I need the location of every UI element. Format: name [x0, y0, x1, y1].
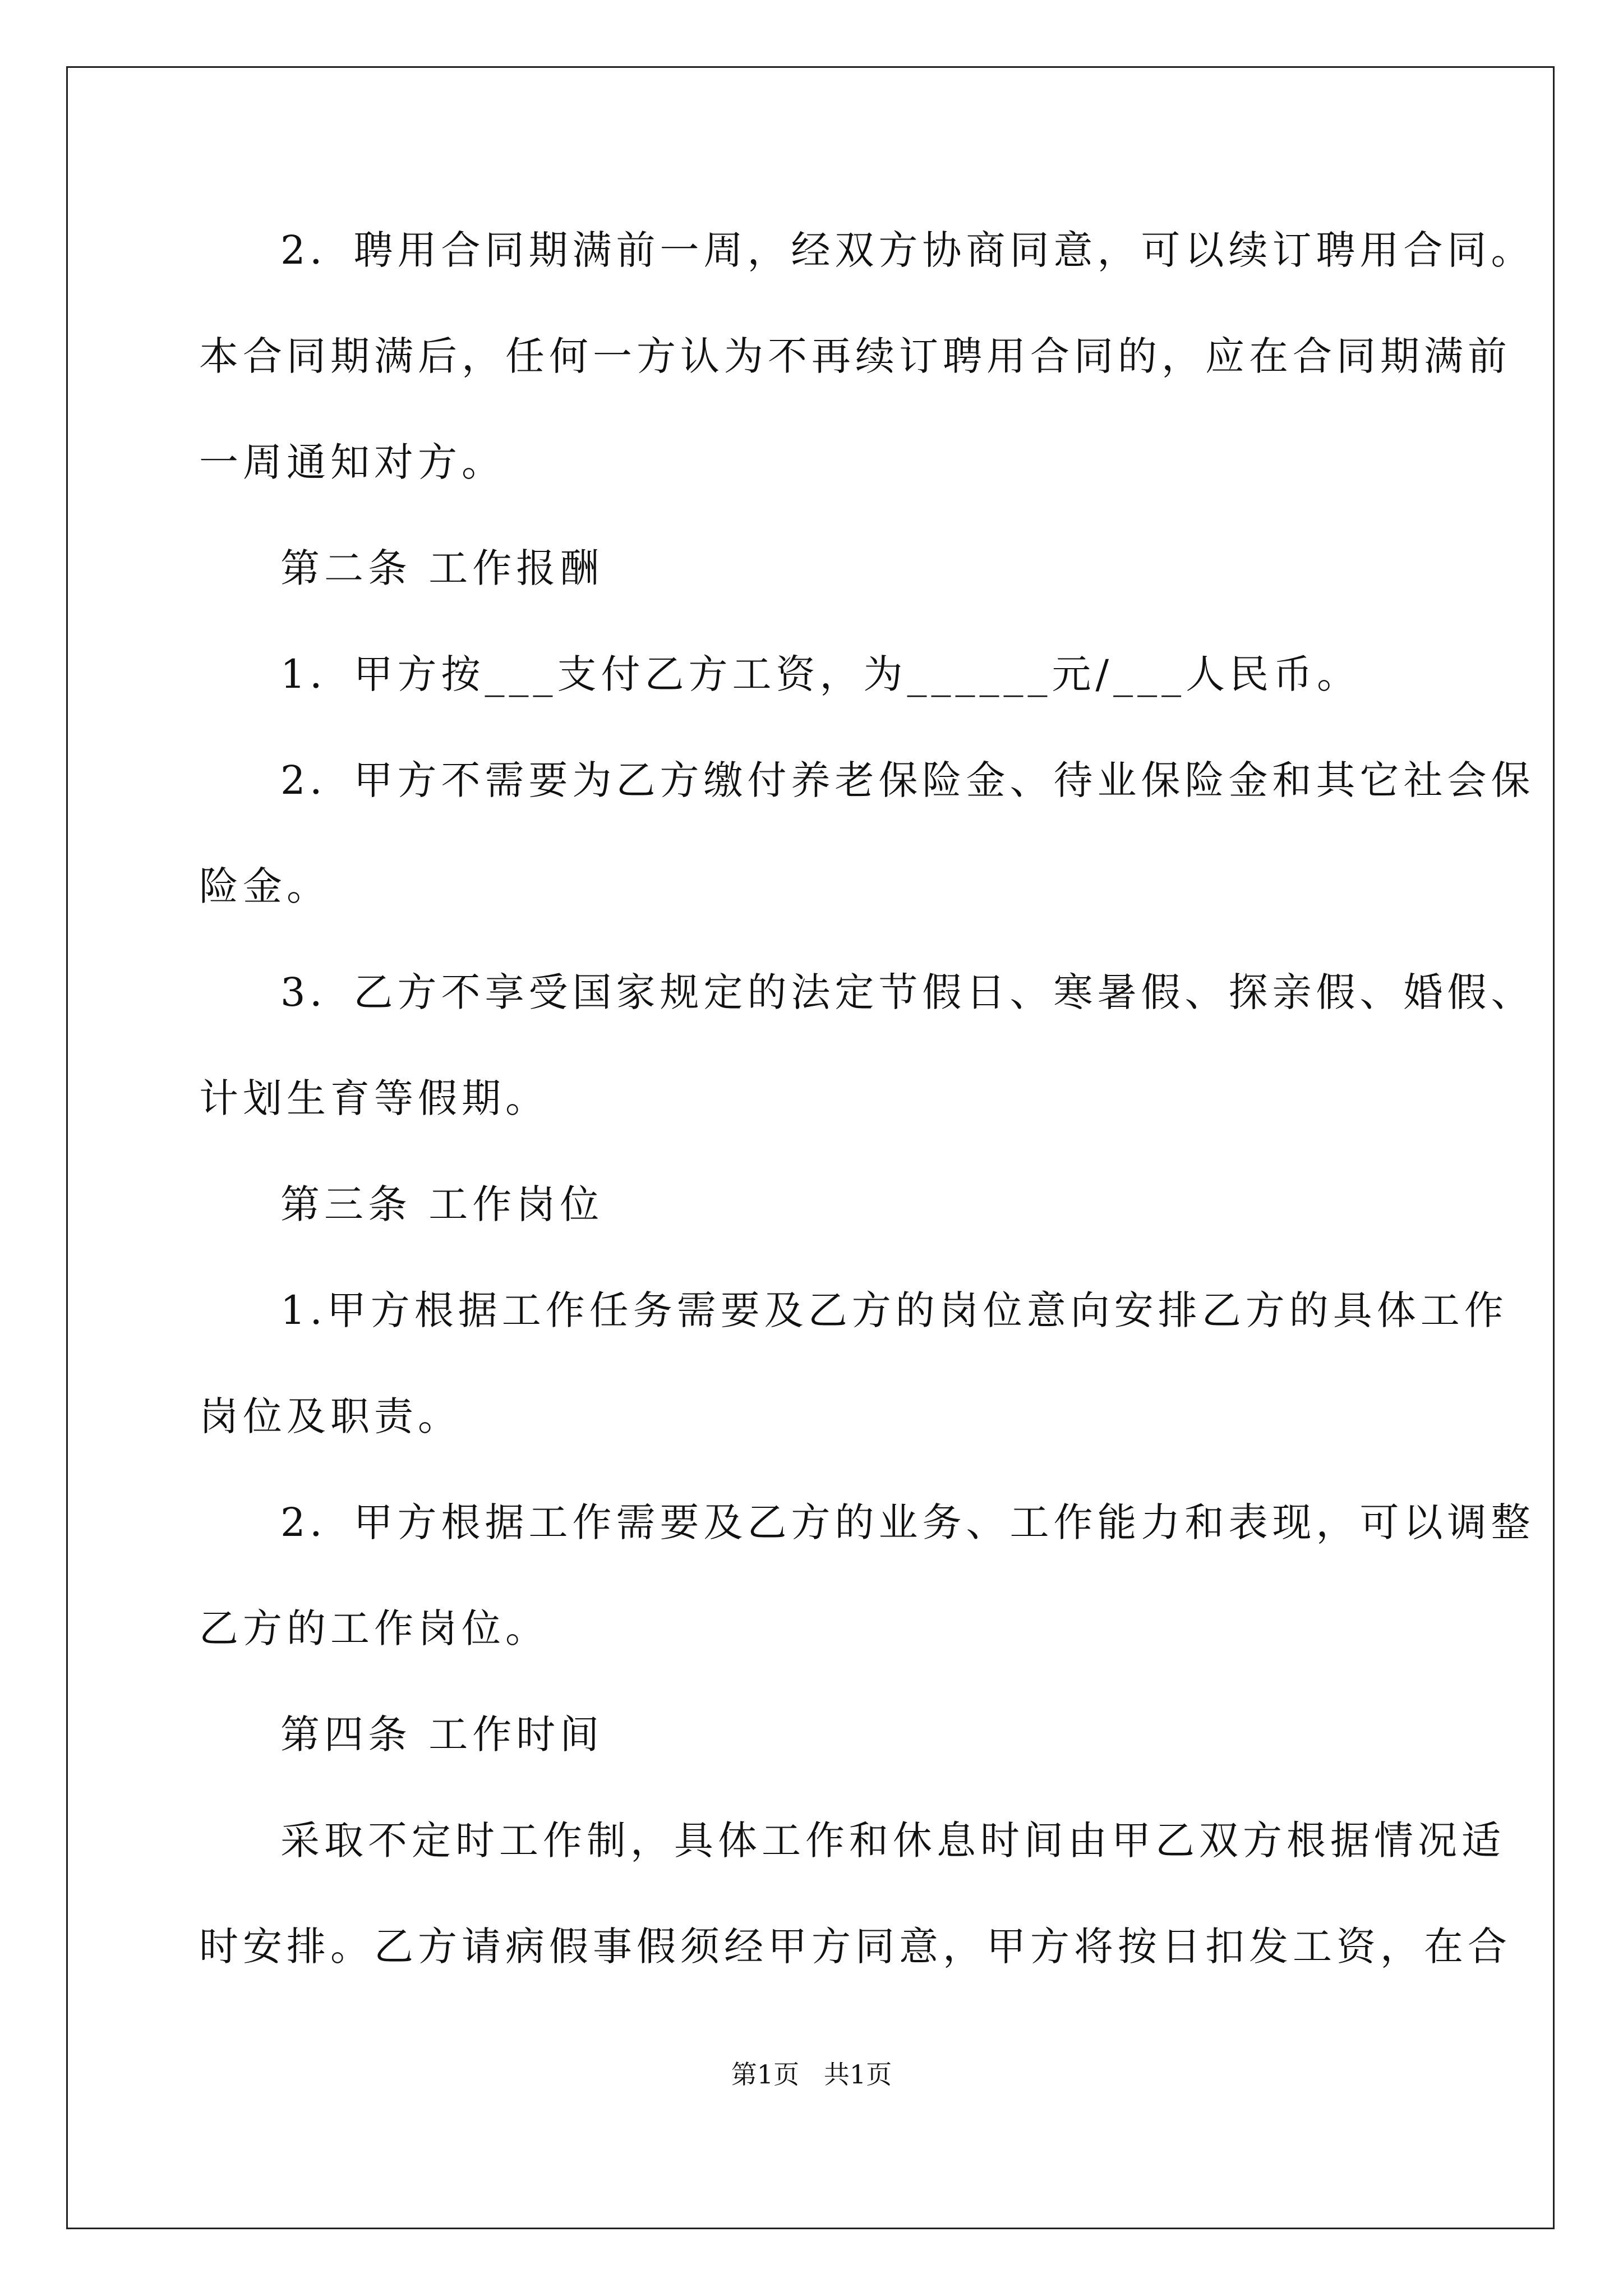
- paragraph-line: 本合同期满后，任何一方认为不再续订聘用合同的，应在合同期满前: [199, 333, 1511, 379]
- paragraph-line: 计划生育等假期。: [199, 1075, 549, 1121]
- paragraph-line: 2．甲方不需要为乙方缴付养老保险金、待业保险金和其它社会保: [280, 757, 1535, 803]
- paragraph-line: 3．乙方不享受国家规定的法定节假日、寒暑假、探亲假、婚假、: [280, 969, 1535, 1015]
- paragraph-line: 1．甲方按___支付乙方工资，为______元/___人民币。: [280, 651, 1361, 697]
- paragraph-line: 2．聘用合同期满前一周，经双方协商同意，可以续订聘用合同。: [280, 227, 1535, 273]
- page-border: [66, 66, 1555, 2229]
- paragraph-line: 1.甲方根据工作任务需要及乙方的岗位意向安排乙方的具体工作: [280, 1287, 1508, 1333]
- section-heading: 第三条 工作岗位: [280, 1181, 604, 1227]
- page-number-footer: 第1页 共1页: [731, 2059, 892, 2090]
- paragraph-line: 乙方的工作岗位。: [199, 1605, 549, 1651]
- paragraph-line: 采取不定时工作制，具体工作和休息时间由甲乙双方根据情况适: [280, 1818, 1505, 1864]
- section-heading: 第四条 工作时间: [280, 1711, 604, 1757]
- paragraph-line: 一周通知对方。: [199, 439, 505, 485]
- section-heading: 第二条 工作报酬: [280, 545, 604, 591]
- paragraph-line: 险金。: [199, 863, 330, 909]
- paragraph-line: 岗位及职责。: [199, 1393, 462, 1439]
- paragraph-line: 2．甲方根据工作需要及乙方的业务、工作能力和表现，可以调整: [280, 1499, 1535, 1545]
- paragraph-line: 时安排。乙方请病假事假须经甲方同意，甲方将按日扣发工资，在合: [199, 1924, 1511, 1970]
